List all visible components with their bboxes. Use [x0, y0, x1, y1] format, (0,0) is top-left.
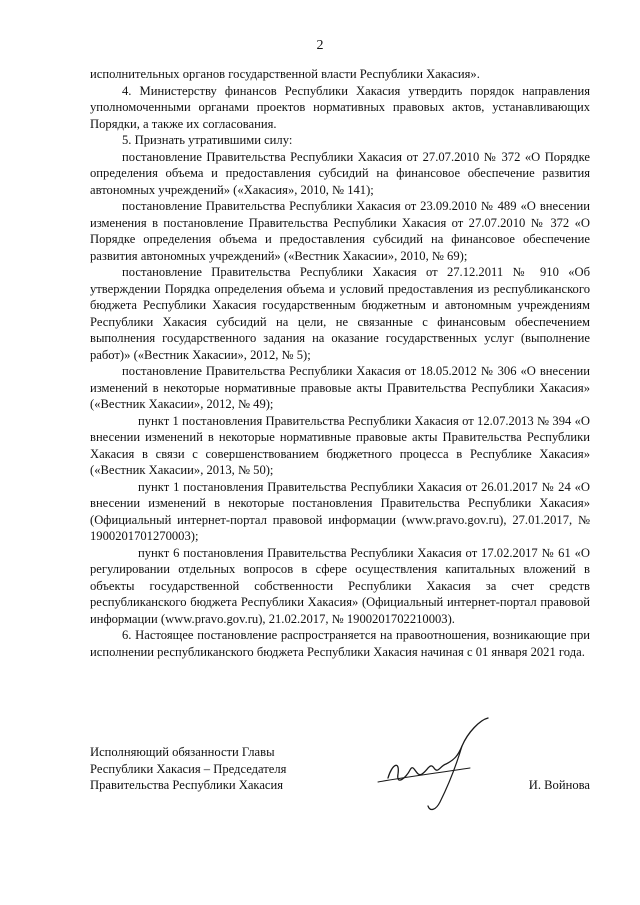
- repealed-act-4: постановление Правительства Республики Хакасия от 18.05.2012 № 306 «О внесении изменений в некоторые нормативные правовые акты Правительства Республики Хакасия» («Вестник Хакасии», 2012, № 49);: [90, 364, 590, 411]
- paragraph-item-6: 6. Настоящее постановление распространяется на правоотношения, возникающие при исполнении республиканского бюджета Республики Хакасия начиная с 01 января 2021 года.: [90, 628, 590, 659]
- paragraph-item-5: 5. Признать утратившими силу:: [122, 133, 293, 147]
- signature-block: [90, 744, 590, 824]
- paragraph-continuation: исполнительных органов государственной власти Республики Хакасия».: [90, 67, 480, 81]
- repealed-act-7: пункт 6 постановления Правительства Республики Хакасия от 17.02.2017 № 61 «О регулировании отдельных вопросов в сфере осуществления капитальных вложений в объекты государственной собственности Республики Хакасия за счет средств республиканского бюджета Республики Хакасия» (Официальный интернет-портал правовой информации (www.pravo.gov.ru), 21.02.2017, № 1900201702210003).: [90, 545, 590, 626]
- document-body: [90, 66, 590, 660]
- repealed-act-1: постановление Правительства Республики Хакасия от 27.07.2010 № 372 «О Порядке определения объема и предоставления субсидий на финансовое обеспечение развития автономных учреждений» («Хакасия», 2010, № 141);: [90, 149, 590, 197]
- signatory-name: И. Войнова: [528, 778, 590, 792]
- signatory-title-line: Правительства Республики Хакасия: [90, 778, 284, 792]
- signatory-title: [90, 744, 286, 794]
- repealed-act-5: пункт 1 постановления Правительства Республики Хакасия от 12.07.2013 № 394 «О внесении изменений в некоторые нормативные правовые акты Правительства Республики Хакасия в связи с совершенствованием бюджетного процесса в Республике Хакасия» («Вестник Хакасии», 2013, № 50);: [90, 413, 590, 477]
- repealed-act-2: постановление Правительства Республики Хакасия от 23.09.2010 № 489 «О внесении изменения в постановление Правительства Республики Хакасия от 27.07.2010 № 372 «О Порядке определения объема и предоставления субсидий на финансовое обеспечение развития автономных учреждений» («Вестник Хакасии», 2010, № 69);: [90, 199, 590, 263]
- handwritten-signature: [370, 716, 500, 816]
- repealed-act-3: постановление Правительства Республики Хакасия от 27.12.2011 № 910 «Об утверждении Порядка определения объема и условий предоставления из республиканского бюджета Республики Хакасия государственным бюджетным и автономным учреждениям Республики Хакасия субсидий на цели, не связанные с финансовым обеспечением выполнения государственного задания на оказание государственных услуг (выполнение работ)» («Вестник Хакасии», 2012, № 5);: [90, 265, 590, 362]
- signatory-title-line: Исполняющий обязанности Главы: [90, 745, 275, 759]
- repealed-act-6: пункт 1 постановления Правительства Республики Хакасия от 26.01.2017 № 24 «О внесении изменений в некоторые постановления Правительства Республики Хакасия» (Официальный интернет-портал правовой информации (www.pravo.gov.ru), 27.01.2017, № 1900201701270003);: [90, 479, 590, 543]
- paragraph-item-4: 4. Министерству финансов Республики Хакасия утвердить порядок направления уполномоченными органами проектов нормативных правовых актов, устанавливающих Порядки, а также их согласования.: [90, 83, 590, 131]
- page-number: 2: [316, 38, 324, 53]
- signatory-title-line: Республики Хакасия – Председателя: [90, 761, 287, 776]
